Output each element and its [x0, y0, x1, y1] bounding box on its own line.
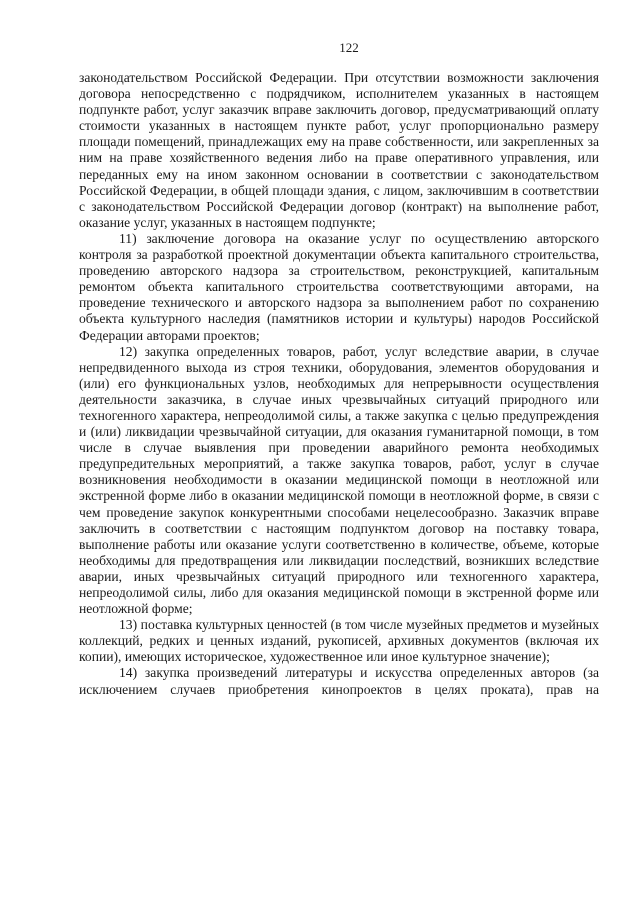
- paragraph-item-11: 11) заключение договора на оказание услуг по осуществлению авторского контроля за разработкой проектной документации объекта капитального строительства, проведению авторского надзора за строительством, реконструкцией, капитальным ремонтом объекта капитального строительства соответствующими авторами, на проведение технического и авторского надзора за выполнением работ по сохранению объекта культурного наследия (памятников истории и культуры) народов Российской Федерации авторами проектов;: [79, 230, 599, 343]
- paragraph-item-12: 12) закупка определенных товаров, работ, услуг вследствие аварии, в случае непредвиденного выхода из строя техники, оборудования, элементов оборудования и (или) его функциональных узлов, необходимых для непрерывности осуществления деятельности заказчика, в случае иных чрезвычайных ситуаций природного или техногенного характера, непреодолимой силы, а также закупка с целью предупреждения и (или) ликвидации чрезвычайной ситуации, для оказания гуманитарной помощи, в том числе в случае выявления при проведении аварийного ремонта необходимых предупредительных мероприятий, а также закупка товаров, работ, услуг в случае возникновения необходимости в оказании медицинской помощи в неотложной или экстренной форме либо в оказании медицинской помощи в неотложной форме, в связи с чем проведение закупок конкурентными способами нецелесообразно. Заказчик вправе заключить в соответствии с настоящим подпунктом договор на поставку товара, выполнение работы или оказание услуги соответственно в количестве, объеме, которые необходимы для предотвращения или ликвидации последствий, возникших вследствие аварии, иных чрезвычайных ситуаций природного или техногенного характера, непреодолимой силы, либо для оказания медицинской помощи в экстренной форме или неотложной форме;: [79, 343, 599, 617]
- paragraph-item-14: 14) закупка произведений литературы и искусства определенных авторов (за исключением случаев приобретения кинопроектов в целях проката), прав на: [79, 665, 599, 697]
- paragraph-item-13: 13) поставка культурных ценностей (в том числе музейных предметов и музейных коллекций, редких и ценных изданий, рукописей, архивных документов (включая их копии), имеющих историческое, художественное или иное культурное значение);: [79, 617, 599, 665]
- paragraph-continuation: законодательством Российской Федерации. При отсутствии возможности заключения договора непосредственно с подрядчиком, исполнителем указанных в настоящем подпункте работ, услуг заказчик вправе заключить договор, предусматривающий оплату стоимости указанных в настоящем пункте работ, услуг пропорционально размеру площади помещений, принадлежащих ему на праве собственности, или закрепленных за ним на праве хозяйственного ведения либо на праве оперативного управления, или переданных ему на ином законном основании в соответствии с законодательством Российской Федерации, в общей площади здания, с лицом, заключившим в соответствии с законодательством Российской Федерации договор (контракт) на выполнение работ, оказание услуг, указанных в настоящем подпункте;: [79, 70, 599, 230]
- document-body: [79, 70, 599, 698]
- page-number: 122: [339, 40, 359, 55]
